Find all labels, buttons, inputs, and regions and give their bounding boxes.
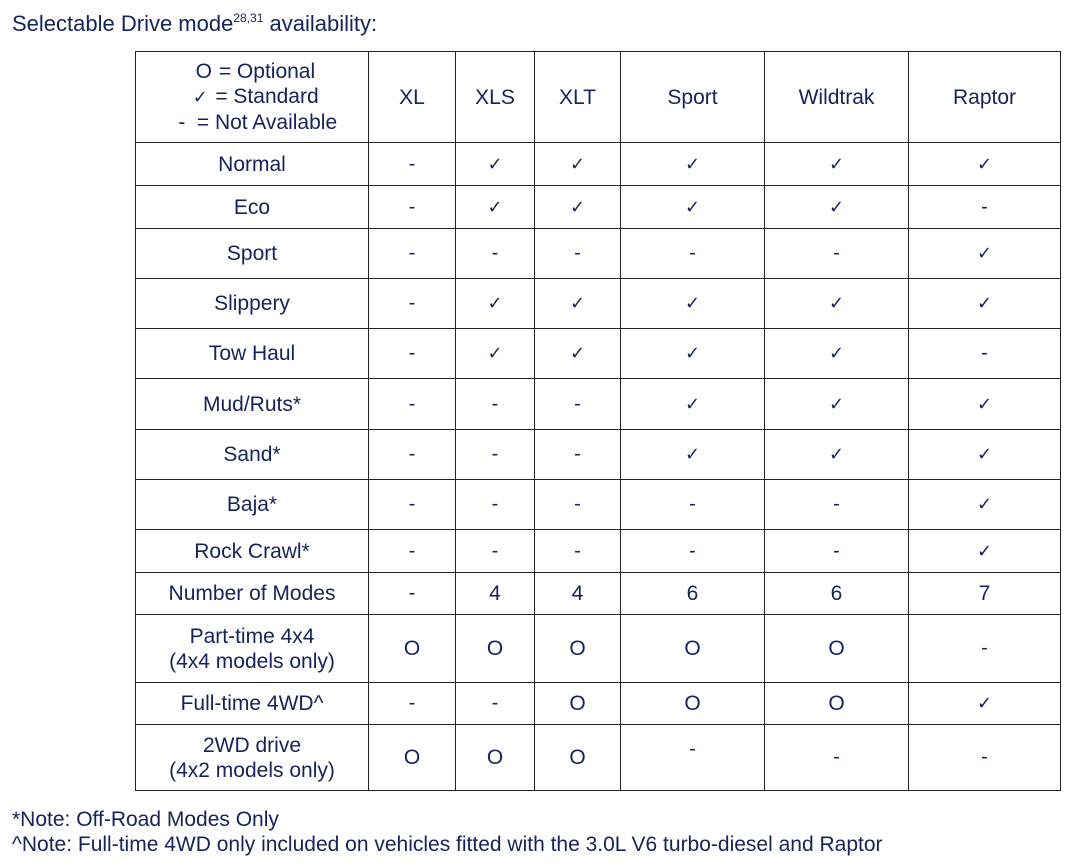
check-icon: ✓ (456, 329, 535, 379)
check-icon: ✓ (621, 143, 765, 186)
check-icon: ✓ (535, 186, 621, 229)
optional-cell: O (369, 725, 456, 791)
table-row (136, 480, 1061, 530)
drive-mode-table (135, 51, 1061, 791)
dash-cell: - (369, 480, 456, 530)
dash-symbol: - (178, 111, 186, 134)
optional-cell: O (535, 615, 621, 683)
row-label-line: (4x2 models only) (169, 758, 335, 782)
dash-cell: - (621, 530, 765, 573)
column-header-xlt: XLT (535, 52, 621, 143)
dash-cell: - (456, 430, 535, 480)
optional-cell: O (369, 615, 456, 683)
optional-cell: O (456, 725, 535, 791)
dash-cell: - (909, 615, 1061, 683)
row-label-line: Mud/Ruts* (202, 392, 302, 416)
legend-cell (136, 52, 369, 143)
check-icon: ✓ (909, 430, 1061, 480)
row-label (136, 725, 369, 791)
row-label (136, 229, 369, 279)
optional-symbol: O (195, 60, 212, 83)
row-label-line: Tow Haul (208, 342, 296, 365)
check-icon: ✓ (909, 530, 1061, 573)
optional-cell: O (621, 615, 765, 683)
check-icon: ✓ (192, 87, 208, 108)
row-label-line: Sand* (223, 443, 281, 466)
dash-cell: - (909, 725, 1061, 791)
table-row (136, 143, 1061, 186)
table-row (136, 329, 1061, 379)
dash-cell: - (456, 379, 535, 430)
legend-not-available (140, 110, 364, 135)
dash-cell: - (369, 229, 456, 279)
not-available-meaning: = Not Available (196, 111, 338, 134)
check-icon: ✓ (909, 683, 1061, 725)
dash-cell: - (765, 725, 909, 791)
row-label-line: Eco (233, 195, 271, 219)
column-header-xls: XLS (456, 52, 535, 143)
dash-cell: - (765, 530, 909, 573)
dash-cell: - (369, 379, 456, 430)
row-label-line: Rock Crawl* (194, 539, 310, 563)
table-row (136, 725, 1061, 791)
check-icon: ✓ (456, 186, 535, 229)
title-text: Selectable Drive mode (12, 11, 234, 36)
check-icon: ✓ (535, 279, 621, 329)
row-label (136, 480, 369, 530)
check-icon: ✓ (765, 329, 909, 379)
value-cell: 7 (909, 573, 1061, 615)
value-cell: 6 (765, 573, 909, 615)
title-suffix: availability: (263, 11, 378, 36)
row-label-line: Part-time 4x4 (189, 624, 315, 648)
table-row (136, 430, 1061, 480)
legend-standard (140, 84, 364, 110)
row-label (136, 683, 369, 725)
dash-cell: - (456, 229, 535, 279)
dash-cell: - (369, 279, 456, 329)
check-icon: ✓ (621, 379, 765, 430)
row-label (136, 430, 369, 480)
note-full-time-4wd: ^Note: Full-time 4WD only included on vehicles fitted with the 3.0L V6 turbo-diesel and Raptor (12, 833, 883, 856)
row-label-line: Slippery (214, 292, 290, 315)
dash-cell: - (909, 186, 1061, 229)
page-title (12, 10, 377, 38)
standard-meaning: = Standard (215, 85, 319, 108)
table-row (136, 530, 1061, 573)
row-label-line: 2WD drive (202, 733, 302, 757)
table-row (136, 229, 1061, 279)
table-row (136, 573, 1061, 615)
dash-cell: - (456, 530, 535, 573)
column-header-wildtrak: Wildtrak (765, 52, 909, 143)
optional-cell: O (535, 725, 621, 791)
check-icon: ✓ (535, 143, 621, 186)
optional-meaning: = Optional (218, 60, 316, 83)
check-icon: ✓ (765, 379, 909, 430)
row-label (136, 186, 369, 229)
row-label (136, 573, 369, 615)
optional-cell: O (456, 615, 535, 683)
dash-cell: - (369, 329, 456, 379)
dash-cell: - (369, 530, 456, 573)
check-icon: ✓ (765, 143, 909, 186)
row-label (136, 379, 369, 430)
dash-cell: - (765, 229, 909, 279)
title-footnote-ref: 28,31 (233, 11, 264, 25)
table-row (136, 683, 1061, 725)
value-cell: 6 (621, 573, 765, 615)
dash-cell: - (535, 229, 621, 279)
dash-cell: - (535, 379, 621, 430)
optional-cell: O (765, 615, 909, 683)
check-icon: ✓ (621, 329, 765, 379)
check-icon: ✓ (621, 279, 765, 329)
row-label-line: (4x4 models only) (169, 649, 335, 673)
optional-cell: O (765, 683, 909, 725)
table-row (136, 279, 1061, 329)
column-header-sport: Sport (621, 52, 765, 143)
dash-cell: - (369, 143, 456, 186)
row-label (136, 329, 369, 379)
dash-cell: - (369, 186, 456, 229)
check-icon: ✓ (909, 143, 1061, 186)
note-off-road: *Note: Off-Road Modes Only (12, 808, 279, 831)
check-icon: ✓ (621, 186, 765, 229)
row-label-line: Sport (226, 242, 278, 265)
dash-cell: - (535, 530, 621, 573)
dash-cell: - (456, 480, 535, 530)
check-icon: ✓ (456, 279, 535, 329)
row-label-line: Normal (218, 152, 286, 176)
check-icon: ✓ (621, 430, 765, 480)
column-header-raptor: Raptor (909, 52, 1061, 143)
check-icon: ✓ (765, 186, 909, 229)
value-cell: 4 (535, 573, 621, 615)
value-cell: 4 (456, 573, 535, 615)
dash-cell: - (621, 725, 765, 791)
dash-cell: - (369, 573, 456, 615)
row-label (136, 615, 369, 683)
dash-cell: - (535, 480, 621, 530)
row-label-line: Number of Modes (168, 582, 336, 605)
table-row (136, 615, 1061, 683)
table-row (136, 379, 1061, 430)
dash-cell: - (621, 480, 765, 530)
table-row (136, 186, 1061, 229)
optional-cell: O (535, 683, 621, 725)
check-icon: ✓ (909, 229, 1061, 279)
dash-cell: - (621, 229, 765, 279)
row-label (136, 530, 369, 573)
dash-cell: - (765, 480, 909, 530)
row-label-line: Full-time 4WD^ (180, 692, 324, 715)
dash-cell: - (369, 430, 456, 480)
row-label (136, 279, 369, 329)
dash-cell: - (456, 683, 535, 725)
check-icon: ✓ (765, 279, 909, 329)
check-icon: ✓ (909, 379, 1061, 430)
check-icon: ✓ (765, 430, 909, 480)
check-icon: ✓ (535, 329, 621, 379)
column-header-xl: XL (369, 52, 456, 143)
dash-cell: - (369, 683, 456, 725)
check-icon: ✓ (909, 279, 1061, 329)
dash-cell: - (909, 329, 1061, 379)
check-icon: ✓ (456, 143, 535, 186)
legend-optional (140, 59, 364, 84)
dash-cell: - (535, 430, 621, 480)
table-body (136, 52, 1061, 791)
header-row (136, 52, 1061, 143)
row-label (136, 143, 369, 186)
optional-cell: O (621, 683, 765, 725)
check-icon: ✓ (909, 480, 1061, 530)
row-label-line: Baja* (226, 493, 278, 516)
